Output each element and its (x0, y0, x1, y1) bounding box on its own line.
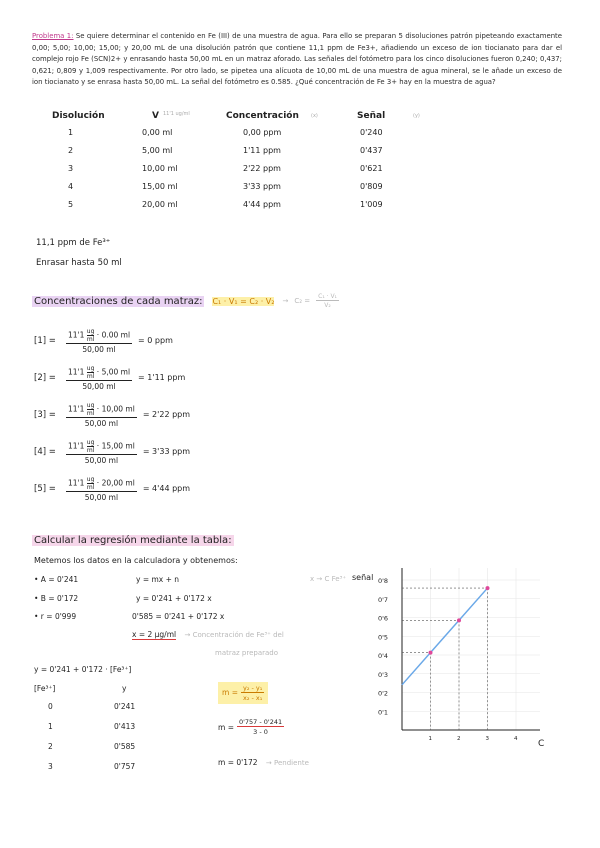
cell-volumen: 5,00 ml (142, 146, 173, 155)
y-tick-labels (378, 577, 388, 716)
cell-x: 2 (48, 742, 53, 751)
chart-guides (402, 588, 488, 730)
table-header-volumen-sub: 11'1 ug/ml (163, 111, 190, 117)
cell-disolucion: 4 (68, 182, 74, 191)
slope-formula-box (218, 680, 268, 704)
param-r: • r = 0'999 (34, 612, 77, 621)
cell-disolucion: 3 (68, 164, 74, 173)
answer-row (132, 630, 284, 639)
calc-numerator: 11'1 $\frac{ug}{ml}$ · 0.00 ml (68, 327, 131, 343)
cell-y: 0'585 (114, 742, 136, 751)
concentrations-heading-row (32, 293, 339, 309)
cell-disolucion: 2 (68, 146, 74, 155)
calc-fraction (66, 439, 137, 465)
calc-label: [3] = (34, 409, 56, 420)
table-row (34, 742, 184, 762)
equation-fitted: y = 0'241 + 0'172 x (136, 594, 212, 603)
table1-body (60, 128, 420, 218)
cell-disolucion: 1 (68, 128, 74, 137)
calc-fraction (66, 402, 137, 428)
cell-volumen: 20,00 ml (142, 200, 178, 209)
cell-concentracion: 0,00 ppm (243, 128, 282, 137)
table-header-y: y (122, 684, 127, 693)
cell-concentracion: 1'11 ppm (243, 146, 281, 155)
calc-numerator: 11'1 $\frac{ug}{ml}$ · 15,00 ml (68, 438, 135, 454)
table-row (60, 200, 420, 218)
cell-y: 0'413 (114, 722, 136, 731)
calibration-chart (350, 560, 550, 750)
slope-fraction (241, 684, 264, 702)
table-row (60, 182, 420, 200)
calc-result: = 0 ppm (138, 336, 173, 345)
chart-grid (402, 568, 540, 730)
calc-result: = 4'44 ppm (142, 484, 191, 493)
cell-concentracion: 2'22 ppm (243, 164, 281, 173)
answer-note: → Concentración de Fe³⁺ del (184, 631, 284, 639)
equation-fe: y = 0'241 + 0'172 · [Fe³⁺] (34, 665, 132, 674)
slope-note: → Pendiente (265, 759, 309, 767)
cell-senal: 0'240 (360, 128, 383, 137)
cell-y: 0'757 (114, 762, 136, 771)
equation-substituted: 0'585 = 0'241 + 0'172 x (132, 612, 225, 621)
table-header-disolucion: Disolución (52, 111, 105, 121)
table-header-concentracion: Concentración (226, 111, 299, 121)
data-point (486, 586, 490, 590)
x-axis-label: C (538, 739, 545, 749)
table-header-concentracion-sub: (x) (311, 113, 318, 119)
calc-numerator: 11'1 $\frac{ug}{ml}$ · 20,00 ml (68, 475, 135, 491)
cell-disolucion: 5 (68, 200, 74, 209)
y-tick-label: 0'3 (378, 670, 389, 679)
calc-fraction (66, 328, 132, 354)
cell-senal: 1'009 (360, 200, 383, 209)
calc-label: [1] = (34, 335, 56, 346)
calc-denominator: 50,00 ml (84, 492, 119, 502)
equation-general: y = mx + n (136, 575, 180, 584)
slope-calc-fraction (237, 718, 284, 736)
equation-variable-note: x → C Fe³⁺ (310, 575, 347, 583)
concentration-calc-row (34, 433, 294, 470)
concentration-calc-row (34, 322, 294, 359)
concentration-calc-row (34, 470, 294, 507)
x-tick-labels (429, 736, 519, 742)
regression-heading: Calcular la regresión mediante la tabla: (34, 535, 232, 546)
y-tick-label: 0'5 (378, 633, 389, 642)
cell-y: 0'241 (114, 702, 136, 711)
slope-numerator: y₂ - y₁ (242, 683, 263, 692)
cell-concentracion: 4'44 ppm (243, 200, 281, 209)
slope-result-row (218, 758, 309, 767)
concentrations-heading: Concentraciones de cada matraz: (34, 295, 203, 307)
y-tick-label: 0'1 (378, 708, 389, 717)
x-tick-label: 4 (514, 736, 518, 742)
dilution-fraction-num: C₁ · V₁ (318, 293, 337, 300)
cell-volumen: 10,00 ml (142, 164, 178, 173)
table-row (60, 128, 420, 146)
slope-calc-denominator: 3 - 0 (253, 728, 268, 736)
concentration-calc-row (34, 396, 294, 433)
cell-x: 3 (48, 762, 53, 771)
y-tick-label: 0'6 (378, 614, 389, 623)
table-row (34, 702, 184, 722)
slope-calculation (218, 718, 284, 736)
calc-fraction (66, 476, 137, 502)
calc-denominator: 50,00 ml (82, 381, 116, 391)
calc-denominator: 50,00 ml (82, 344, 116, 354)
dilution-formula: C₁ · V₁ = C₂ · V₂ (212, 296, 275, 306)
calc-numerator: 11'1 $\frac{ug}{ml}$ · 10,00 ml (68, 401, 135, 417)
param-b: • B = 0'172 (34, 594, 79, 603)
cell-x: 1 (48, 722, 53, 731)
y-tick-label: 0'7 (378, 595, 389, 604)
regression-table (34, 684, 184, 782)
cell-volumen: 15,00 ml (142, 182, 178, 191)
calc-label: [2] = (34, 372, 56, 383)
table-header-senal: Señal (357, 111, 386, 121)
cell-volumen: 0,00 ml (142, 128, 173, 137)
cell-senal: 0'621 (360, 164, 383, 173)
dilution-fraction-den: V₂ (324, 302, 331, 309)
cell-concentracion: 3'33 ppm (243, 182, 281, 191)
cell-senal: 0'437 (360, 146, 383, 155)
table-header-senal-sub: (y) (413, 113, 420, 119)
answer-value: x = 2 µg/ml (132, 630, 177, 639)
calc-result: = 1'11 ppm (138, 373, 186, 382)
slope-label: m = (222, 688, 238, 697)
y-tick-label: 0'4 (378, 652, 389, 660)
table-row (34, 762, 184, 782)
data-point (457, 618, 461, 622)
data-point (429, 651, 433, 655)
x-tick-label: 1 (428, 736, 432, 742)
slope-result: m = 0'172 (218, 758, 258, 767)
slope-denominator: x₂ - x₁ (242, 693, 263, 702)
cell-x: 0 (48, 702, 53, 711)
table-row (34, 722, 184, 742)
calc-fraction (66, 365, 132, 391)
slope-calc-numerator: 0'757 - 0'241 (238, 718, 283, 726)
concentration-calc-row (34, 359, 294, 396)
calc-denominator: 50,00 ml (84, 418, 119, 428)
calc-result: = 3'33 ppm (142, 447, 191, 456)
table-row (60, 164, 420, 182)
x-tick-label: 2 (457, 736, 461, 742)
problem-label: Problema 1: (32, 32, 74, 40)
problem-text: Se quiere determinar el contenido en Fe (III) de una muestra de agua. Para ello se preparan 5 disoluciones patrón pipeteando exactamente 0,00; 5,00; 10,00; 15,00; y 20,00 mL de una disolución patrón que contiene 11,1 ppm de Fe3+, añadiendo un exceso de ion tiocianato para dar el complejo rojo Fe (SCN)2+ y enrasando hasta 50,00 mL en un matraz aforado. Las señales del fotómetro para los cinco disoluciones fueron 0,240; 0,437; 0,621; 0,809 y 1,009 respectivamente. Por otro lado, se pipetea una alícuota de 10,00 mL de una muestra de agua mineral, se le añade un exceso de ion tiocianato y se enrasa hasta 50,00 mL. La señal del fotómetro es 0.585. ¿Qué concentración de Fe 3+ hay en la muestra de agua? (32, 32, 562, 86)
answer-note-2: matraz preparado (215, 649, 279, 657)
cell-senal: 0'809 (360, 182, 383, 191)
table-header-fe: [Fe³⁺] (34, 684, 56, 693)
concentration-calculations (34, 322, 294, 507)
dilution-fraction (316, 293, 339, 309)
slope-calc-label: m = (218, 722, 234, 732)
y-tick-label: 0'8 (378, 577, 389, 585)
calc-label: [4] = (34, 446, 56, 457)
table-header-volumen: V (152, 111, 159, 121)
param-a: • A = 0'241 (34, 575, 79, 584)
table-row (60, 146, 420, 164)
calc-denominator: 50,00 ml (84, 455, 119, 465)
calc-label: [5] = (34, 483, 56, 494)
calc-numerator: 11'1 $\frac{ug}{ml}$ · 5,00 ml (68, 364, 131, 380)
table-header-row (34, 684, 184, 702)
dilution-formula-2: C₂ = (294, 297, 311, 305)
y-axis-label: señal (352, 573, 374, 582)
note-enrasar: Enrasar hasta 50 ml (36, 258, 122, 268)
calc-result: = 2'22 ppm (142, 410, 191, 419)
problem-statement (32, 31, 562, 89)
arrow-icon: → (282, 297, 289, 305)
y-tick-label: 0'2 (378, 689, 389, 698)
note-stock-concentration: 11,1 ppm de Fe³⁺ (36, 238, 111, 248)
regression-intro: Metemos los datos en la calculadora y obtenemos: (34, 556, 238, 565)
x-tick-label: 3 (485, 736, 489, 742)
